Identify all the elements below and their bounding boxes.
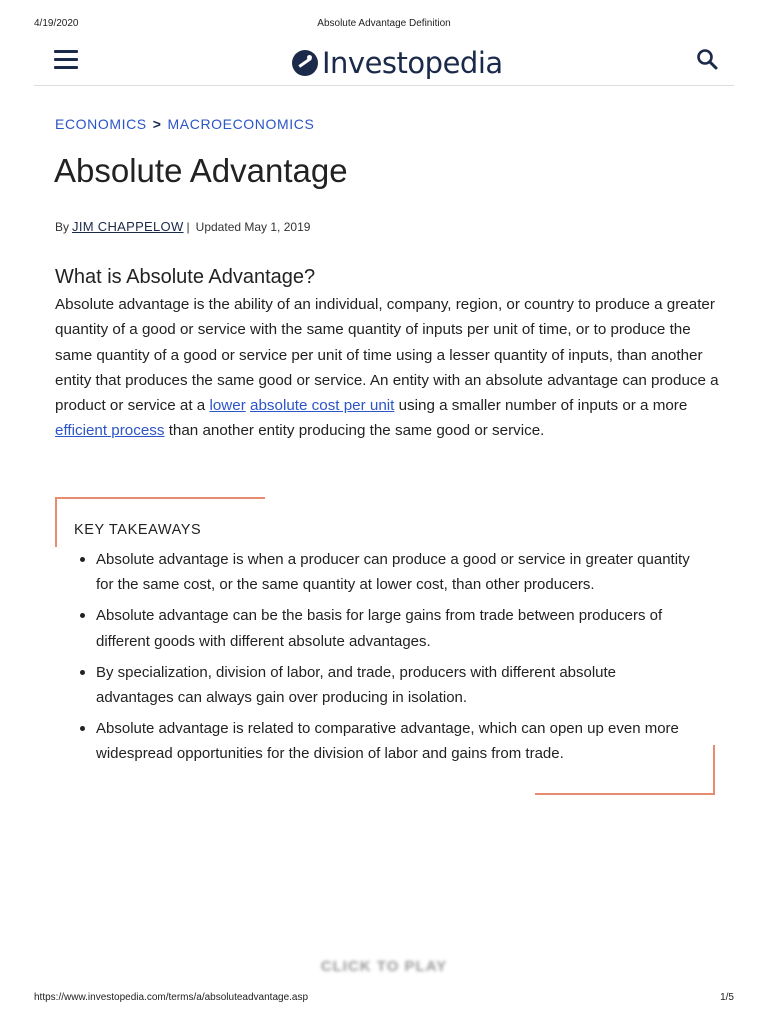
link-efficient-process[interactable]: efficient process [55,422,165,440]
page-number: 1/5 [720,992,734,1003]
takeaway-item: By specialization, division of labor, and trade, producers with different absolute advantages can always gain over producing in isolation. [96,660,696,710]
key-takeaways-title: KEY TAKEAWAYS [74,522,202,538]
hamburger-menu-icon[interactable] [54,50,78,70]
takeaway-item: Absolute advantage is related to comparative advantage, which can open up even more widespread opportunities for the division of labor and gains from trade. [96,716,696,766]
takeaway-item: Absolute advantage is when a producer can produce a good or service in greater quantity for the same cost, or the same quantity at lower cost, than other producers. [96,547,696,597]
link-absolute-cost-per-unit[interactable]: absolute cost per unit [250,397,395,415]
print-header [34,18,734,32]
takeaways-border-left [55,497,57,547]
breadcrumb [55,116,314,132]
breadcrumb-economics[interactable]: ECONOMICS [55,116,147,132]
click-to-play-button[interactable]: CLICK TO PLAY [320,958,448,975]
breadcrumb-macroeconomics[interactable]: MACROECONOMICS [167,116,315,132]
page-title: Absolute Advantage [54,152,348,189]
key-takeaways-box [55,497,715,795]
paragraph-text-2: using a smaller number of inputs or a more [394,397,688,415]
search-icon[interactable] [696,48,718,70]
byline [55,219,310,234]
page-url: https://www.investopedia.com/terms/a/absoluteadvantage.asp [34,992,309,1003]
logo-text: Investopedia [322,46,503,80]
author-link[interactable]: JIM CHAPPELOW [72,219,184,234]
key-takeaways-list [96,547,696,773]
investopedia-logo[interactable] [292,45,503,81]
updated-date: Updated May 1, 2019 [195,219,311,234]
byline-divider: | [186,219,190,234]
paragraph-text-3: than another entity producing the same good or service. [164,422,545,440]
logo-mark-icon [292,50,318,76]
takeaways-border-bottom [535,793,715,795]
section-heading: What is Absolute Advantage? [55,266,316,288]
definition-paragraph [55,292,721,444]
takeaways-border-right [713,745,715,795]
by-label: By [55,219,70,234]
print-date: 4/19/2020 [34,18,79,29]
site-header [34,42,734,86]
link-lower[interactable]: lower [209,397,246,415]
takeaways-border-top [55,497,265,499]
print-footer [34,992,734,1006]
chevron-right-icon: > [152,116,162,132]
takeaway-item: Absolute advantage can be the basis for large gains from trade between producers of different goods with different absolute advantages. [96,603,696,653]
paragraph-text-1: Absolute advantage is the ability of an individual, company, region, or country to produce a greater quantity of a good or service with the same quantity of inputs per unit of time, or to produce the same quantity of a good or service per unit of time using a lesser quantity of inputs, than another entity that produces the same good or service. An entity with an absolute advantage can produce a product or service at a [55,296,719,415]
print-document-title: Absolute Advantage Definition [317,18,451,29]
